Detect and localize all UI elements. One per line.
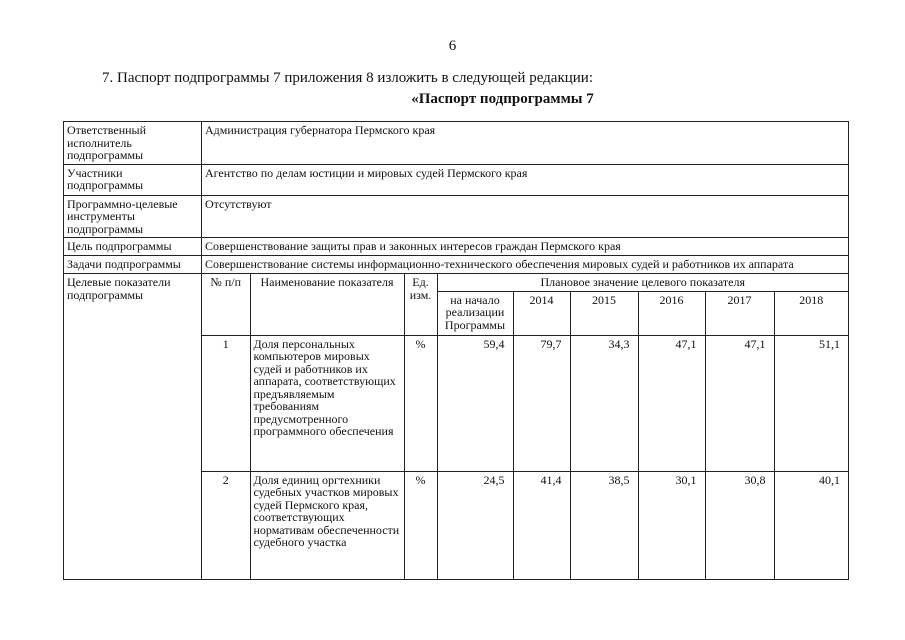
row-label: Программно-целевые инструменты подпрограммы <box>64 195 202 238</box>
header-planned: Плановое значение целевого показателя <box>437 274 848 291</box>
indicators-cell <box>202 274 849 580</box>
row-label: Ответственный исполнитель подпрограммы <box>64 122 202 165</box>
indicator-value: 34,3 <box>570 335 638 471</box>
row-value: Администрация губернатора Пермского края <box>202 122 849 165</box>
header-year: 2014 <box>513 291 570 335</box>
passport-table <box>63 121 849 580</box>
row-value: Совершенствование защиты прав и законных интересов граждан Пермского края <box>202 238 849 256</box>
intro-text: 7. Паспорт подпрограммы 7 приложения 8 изложить в следующей редакции: <box>102 70 594 86</box>
row-instruments <box>64 195 849 238</box>
row-tasks <box>64 256 849 274</box>
header-year: 2016 <box>638 291 705 335</box>
indicator-row <box>202 335 848 471</box>
indicator-unit: % <box>404 471 437 579</box>
indicator-start: 59,4 <box>437 335 513 471</box>
header-year: 2017 <box>705 291 774 335</box>
indicator-value: 41,4 <box>513 471 570 579</box>
row-label: Задачи подпрограммы <box>64 256 202 274</box>
header-year: 2015 <box>570 291 638 335</box>
indicator-unit: % <box>404 335 437 471</box>
indicator-value: 51,1 <box>774 335 848 471</box>
row-label: Целевые показатели подпрограммы <box>64 274 202 580</box>
page-number: 6 <box>448 38 457 54</box>
indicator-name: Доля единиц оргтехники судебных участков мировых судей Пермского края, соответствующих нормативам обеспеченности судебного участка <box>250 471 404 579</box>
indicator-value: 79,7 <box>513 335 570 471</box>
document-title: «Паспорт подпрограммы 7 <box>411 91 594 107</box>
indicator-num: 1 <box>202 335 250 471</box>
header-year: 2018 <box>774 291 848 335</box>
row-participants <box>64 164 849 195</box>
row-indicators <box>64 274 849 580</box>
row-label: Цель подпрограммы <box>64 238 202 256</box>
indicator-value: 47,1 <box>638 335 705 471</box>
indicator-name: Доля персональных компьютеров мировых судей и работников их аппарата, соответствующих предъявляемым требованиям предусмотренного программного обеспечения <box>250 335 404 471</box>
row-value: Агентство по делам юстиции и мировых судей Пермского края <box>202 164 849 195</box>
header-unit: Ед. изм. <box>404 274 437 335</box>
row-value: Совершенствование системы информационно-технического обеспечения мировых судей и работников их аппарата <box>202 256 849 274</box>
indicator-value: 30,1 <box>638 471 705 579</box>
row-label: Участники подпрограммы <box>64 164 202 195</box>
indicator-value: 40,1 <box>774 471 848 579</box>
header-num: № п/п <box>202 274 250 335</box>
indicator-value: 47,1 <box>705 335 774 471</box>
indicator-start: 24,5 <box>437 471 513 579</box>
header-start: на начало реализации Программы <box>437 291 513 335</box>
indicator-row <box>202 471 848 579</box>
indicator-value: 30,8 <box>705 471 774 579</box>
header-name: Наименование показателя <box>250 274 404 335</box>
indicator-value: 38,5 <box>570 471 638 579</box>
row-value: Отсутствуют <box>202 195 849 238</box>
indicator-num: 2 <box>202 471 250 579</box>
indicators-header-row <box>202 274 848 291</box>
row-goal <box>64 238 849 256</box>
indicators-table <box>202 274 848 579</box>
row-responsible <box>64 122 849 165</box>
